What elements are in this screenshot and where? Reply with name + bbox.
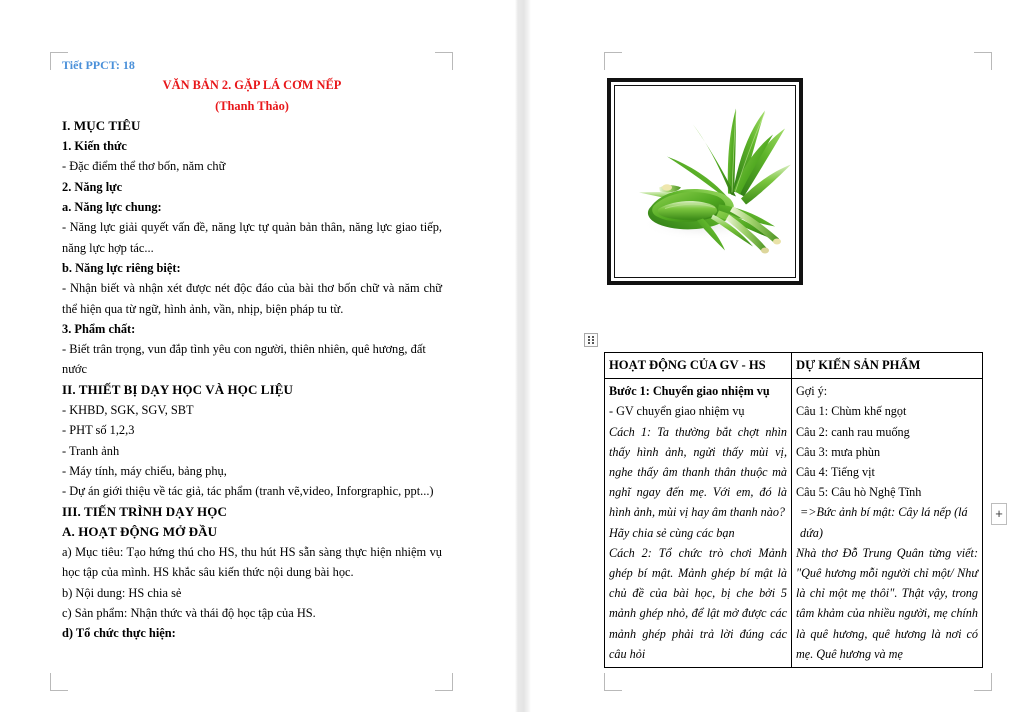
document-body-left	[62, 55, 442, 644]
add-column-button[interactable]: +	[991, 503, 1007, 525]
leaf-photo	[614, 85, 796, 278]
bullet-may-tinh: - Máy tính, máy chiếu, bảng phụ,	[62, 463, 227, 478]
subsection-nang-luc: 2. Năng lực	[62, 179, 123, 194]
item-to-chuc: d) Tổ chức thực hiện:	[62, 626, 176, 641]
answer-1: Câu 1: Chùm khế ngọt	[796, 404, 907, 419]
subsection-nang-luc-chung: a. Năng lực chung:	[62, 200, 162, 215]
section-tien-trinh: III. TIẾN TRÌNH DẠY HỌC	[62, 503, 227, 519]
answer-3: Câu 3: mưa phùn	[796, 444, 881, 459]
step-1-bullet: - GV chuyển giao nhiệm vụ	[609, 404, 745, 419]
crop-mark-top-left-right-page	[604, 52, 622, 70]
subsection-nang-luc-rieng: b. Năng lực riêng biệt:	[62, 260, 181, 275]
activity-table	[604, 352, 983, 668]
poet-quote-paragraph: Nhà thơ Đỗ Trung Quân từng viết: "Quê hương mỗi người chỉ một/ Như là chỉ một mẹ thôi". Thật vậy, trong tâm khảm của nhiều người, mẹ chính là quê hương, quê hương là nơi có mẹ. Quê hương và mẹ	[796, 545, 978, 661]
bullet-du-an: - Dự án giới thiệu về tác giả, tác phẩm (tranh vẽ,video, Inforgraphic, ppt...)	[62, 484, 434, 499]
paragraph-nang-luc-chung: - Năng lực giải quyết vấn đề, năng lực tự quản bản thân, năng lực giao tiếp, năng lực hợp tác...	[62, 220, 442, 255]
section-thiet-bi: II. THIẾT BỊ DẠY HỌC VÀ HỌC LIỆU	[62, 381, 293, 397]
crop-mark-top-right-right-page	[974, 52, 992, 70]
item-noi-dung: b) Nội dung: HS chia sẻ	[62, 585, 182, 600]
lesson-number: Tiết PPCT: 18	[62, 58, 135, 72]
goi-y-label: Gợi ý:	[796, 384, 828, 399]
paragraph-nang-luc-rieng: - Nhận biết và nhận xét được nét độc đáo của bài thơ bốn chữ và năm chữ thể hiện qua từ ngữ, hình ảnh, vần, nhịp, biện pháp tu từ.	[62, 281, 442, 316]
cach-1-paragraph: Cách 1: Ta thường bắt chợt nhìn thấy hình ảnh, ngửi thấy mùi vị, nghe thấy âm thanh thân thuộc mà nghĩ ngay đến mẹ. Với em, đó là hình ảnh, mùi vị hay âm thanh nào?	[609, 424, 787, 520]
bullet-pht: - PHT số 1,2,3	[62, 423, 135, 438]
item-san-pham: c) Sản phẩm: Nhận thức và thái độ học tập của HS.	[62, 606, 316, 621]
subsection-kien-thuc: 1. Kiến thức	[62, 139, 127, 154]
section-muc-tieu: I. MỤC TIÊU	[62, 117, 141, 133]
page-separator	[515, 0, 531, 712]
bullet-dac-diem: - Đặc điểm thể thơ bốn, năm chữ	[62, 159, 226, 174]
answer-4: Câu 4: Tiếng vịt	[796, 465, 875, 480]
step-1-title: Bước 1: Chuyển giao nhiệm vụ	[609, 384, 770, 399]
table-row	[605, 379, 983, 668]
answer-2: Câu 2: canh rau muống	[796, 424, 910, 439]
grip-dots-icon	[588, 336, 594, 345]
section-hoat-dong-mo-dau: A. HOẠT ĐỘNG MỞ ĐẦU	[62, 523, 218, 539]
cach-2-paragraph: Cách 2: Tổ chức trò chơi Mảnh ghép bí mật. Mảnh ghép bí mật là chủ đề của bài học, bị che bởi 5 mảnh ghép nhỏ, để lật mở được các mảnh ghép phải trả lời đúng các câu hỏi	[609, 545, 787, 661]
table-cell-expected-products	[792, 379, 983, 668]
crop-mark-bottom-right-right-page	[974, 673, 992, 691]
crop-mark-bottom-left-right-page	[604, 673, 622, 691]
table-header-row	[605, 353, 983, 379]
bullet-tranh-anh: - Tranh ảnh	[62, 443, 120, 458]
secret-image-answer: =>Bức ảnh bí mật: Cây lá nếp (lá dứa)	[800, 505, 968, 540]
table-header-san-pham: DỰ KIẾN SẢN PHẨM	[792, 353, 983, 379]
item-muc-tieu: a) Mục tiêu: Tạo hứng thú cho HS, thu hút HS sẵn sàng thực hiện nhiệm vụ học tập của mình. HS khắc sâu kiến thức nội dung bài học.	[62, 545, 442, 580]
table-header-gv-hs: HOẠT ĐỘNG CỦA GV - HS	[605, 353, 792, 379]
table-cell-activities	[605, 379, 792, 668]
document-title: VĂN BẢN 2. GẶP LÁ CƠM NẾP	[162, 78, 342, 93]
bullet-pham-chat: - Biết trân trọng, vun đắp tình yêu con người, thiên nhiên, quê hương, đất nước	[62, 342, 426, 377]
table-move-handle[interactable]	[584, 333, 598, 347]
leaf-photo-frame	[607, 78, 803, 285]
cach-1-share-line: Hãy chia sẻ cùng các bạn	[609, 525, 735, 540]
subsection-pham-chat: 3. Phẩm chất:	[62, 321, 136, 336]
answer-5: Câu 5: Câu hò Nghệ Tĩnh	[796, 485, 922, 500]
crop-mark-bottom-left	[50, 673, 68, 691]
bullet-khbd: - KHBD, SGK, SGV, SBT	[62, 403, 194, 418]
crop-mark-bottom-right	[435, 673, 453, 691]
document-author: (Thanh Thảo)	[215, 98, 289, 113]
